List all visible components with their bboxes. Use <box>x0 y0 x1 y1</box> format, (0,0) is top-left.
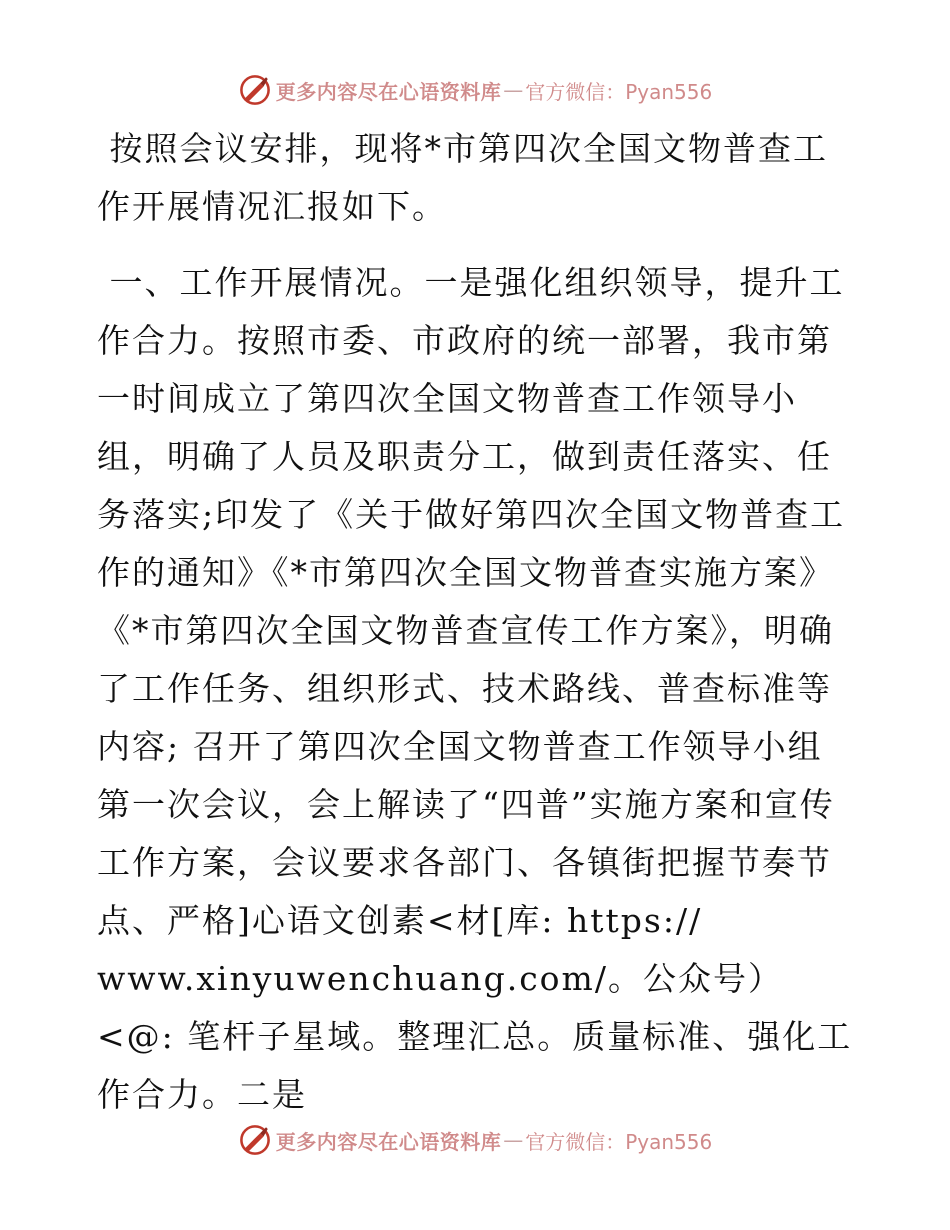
banner-separator: — <box>503 1128 524 1152</box>
paragraph-intro: 按照会议安排，现将*市第四次全国文物普查工作开展情况汇报如下。 <box>97 129 828 226</box>
banner-text: 更多内容尽在心语资料库 <box>275 1129 502 1154</box>
banner-separator: — <box>503 78 524 102</box>
banner-wechat: 官方微信：Pyan556 <box>525 1129 713 1154</box>
header-banner <box>0 70 950 110</box>
pen-logo-icon <box>238 73 272 107</box>
document-body <box>97 120 857 1124</box>
paragraph-work-status: 一、工作开展情况。一是强化组织领导，提升工作合力。按照市委、市政府的统一部署，我市第一时间成立了第四次全国文物普查工作领导小组，明确了人员及职责分工，做到责任落实、任务落实;印发了《关于做好第四次全国文物普查工作的通知》《*市第四次全国文物普查实施方案》《*市第四次全国文物普查宣传工作方案》，明确了工作任务、组织形式、技术路线、普查标准等内容; 召开了第四次全国文物普查工作领导小组第一次会议，会上解读了“四普”实施方案和宣传工作方案，会议要求各部门、各镇街把握节奏节点、严格]心语文创素<材[库: https:// www.xinyuwenchuang.com/。公众号）<@: 笔杆子星域。整理汇总。质量标准、强化工作合力。二是 <box>97 263 853 1114</box>
banner-wechat: 官方微信：Pyan556 <box>525 79 713 104</box>
footer-banner <box>0 1120 950 1160</box>
banner-text: 更多内容尽在心语资料库 <box>275 79 502 104</box>
pen-logo-icon <box>238 1123 272 1157</box>
